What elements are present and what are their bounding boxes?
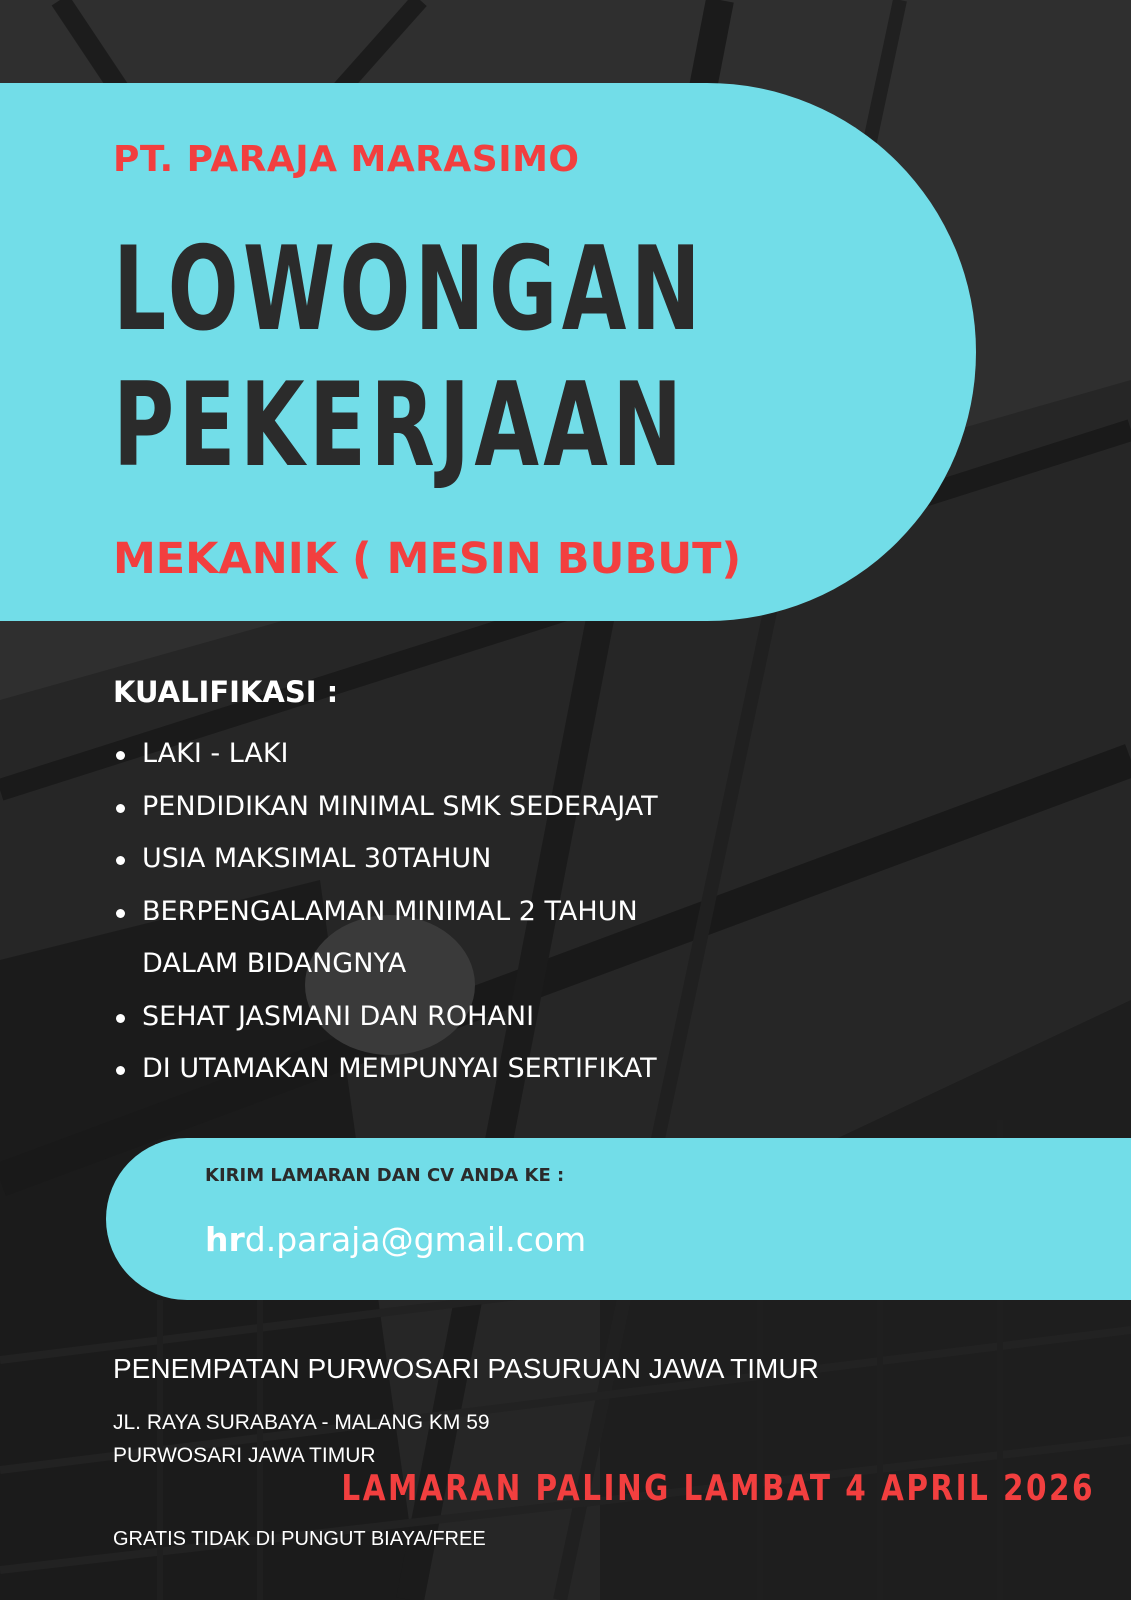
application-deadline: LAMARAN PALING LAMBAT 4 APRIL 2026 [341, 1468, 1095, 1509]
qualifications-heading: KUALIFIKASI : [113, 675, 339, 709]
company-name: PT. PARAJA MARASIMO [113, 139, 580, 180]
position-title: MEKANIK ( MESIN BUBUT) [113, 534, 742, 584]
contact-panel [106, 1138, 1131, 1300]
contact-email[interactable] [205, 1220, 586, 1259]
qualification-item: BERPENGALAMAN MINIMAL 2 TAHUN DALAM BIDANGNYA [113, 886, 702, 991]
contact-label: KIRIM LAMARAN DAN CV ANDA KE : [205, 1165, 565, 1186]
address-line-1: JL. RAYA SURABAYA - MALANG KM 59 [113, 1411, 490, 1434]
qualifications-list [113, 728, 702, 1096]
contact-email-bold-part: hr [205, 1220, 245, 1259]
headline-line-1: LOWONGAN [113, 222, 705, 357]
headline-line-2: PEKERJAAN [113, 358, 687, 493]
free-of-charge-note: GRATIS TIDAK DI PUNGUT BIAYA/FREE [113, 1528, 486, 1550]
qualification-item: LAKI - LAKI [113, 728, 702, 781]
placement-location: PENEMPATAN PURWOSARI PASURUAN JAWA TIMUR [113, 1353, 819, 1384]
qualification-item: DI UTAMAKAN MEMPUNYAI SERTIFIKAT [113, 1043, 702, 1096]
qualification-item: USIA MAKSIMAL 30TAHUN [113, 833, 702, 886]
contact-email-rest: d.paraja@gmail.com [244, 1220, 587, 1259]
qualification-item: SEHAT JASMANI DAN ROHANI [113, 991, 702, 1044]
qualification-item: PENDIDIKAN MINIMAL SMK SEDERAJAT [113, 781, 702, 834]
address-line-2: PURWOSARI JAWA TIMUR [113, 1444, 376, 1467]
